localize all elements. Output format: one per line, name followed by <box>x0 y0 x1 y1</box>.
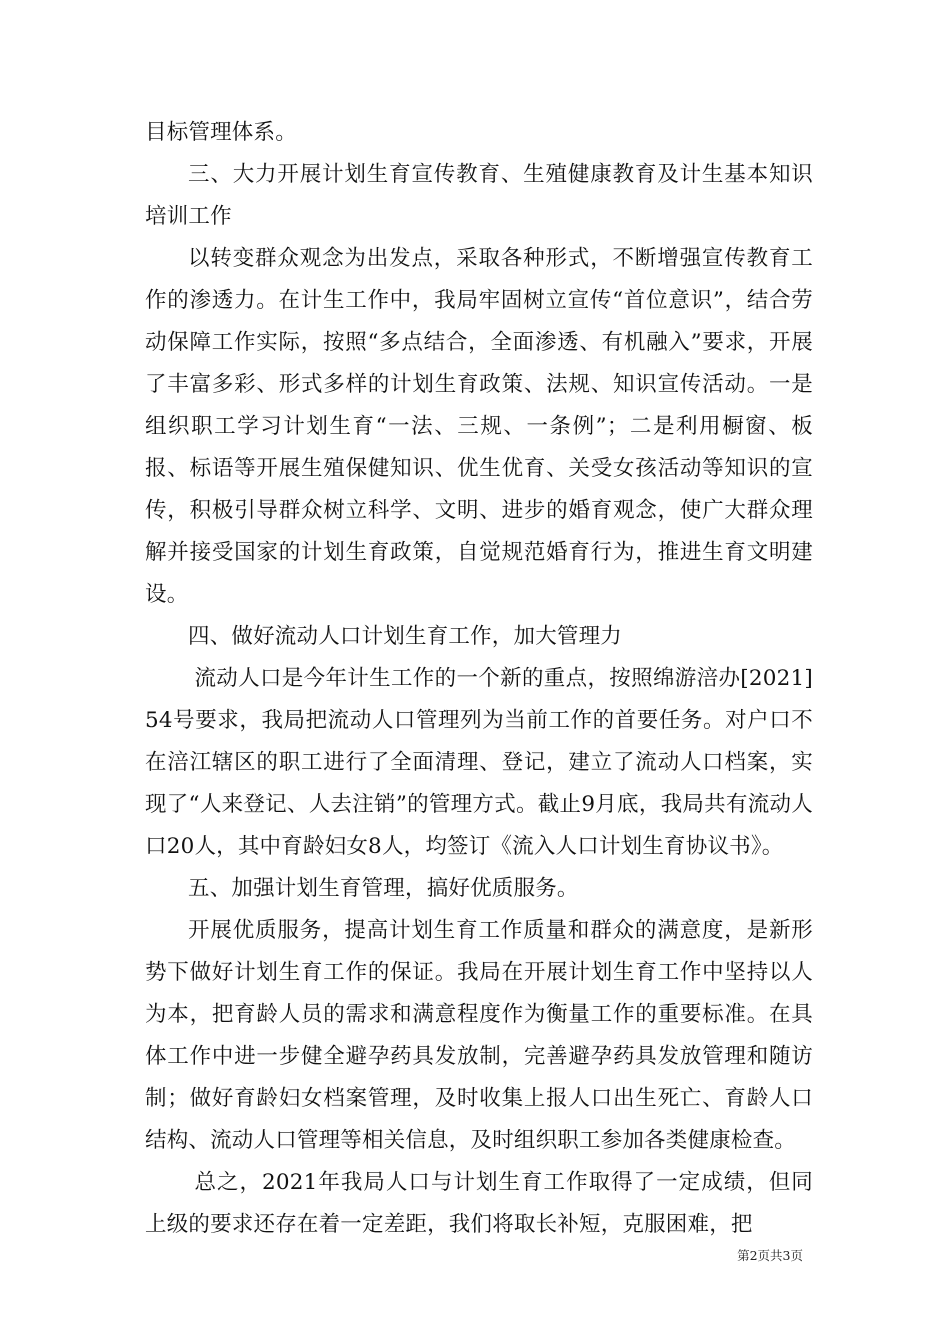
paragraph-quality-service: 开展优质服务，提高计划生育工作质量和群众的满意度，是新形势下做好计划生育工作的保证。我局在开展计划生育工作中坚持以人为本，把育龄人员的需求和满意程度作为衡量工作的重要标准。在具体工作中进一步健全避孕药具发放制，完善避孕药具发放管理和随访制；做好育龄妇女档案管理，及时收集上报人口出生死亡、育龄人口结构、流动人口管理等相关信息，及时组织职工参加各类健康检查。 <box>145 918 813 1153</box>
paragraph-summary: 总之，2021年我局人口与计划生育工作取得了一定成绩，但同上级的要求还存在着一定差距，我们将取长补短，克服困难，把 <box>145 1170 813 1237</box>
paragraph-floating-population: 流动人口是今年计生工作的一个新的重点，按照绵游涪办[2021]54号要求，我局把流动人口管理列为当前工作的首要任务。对户口不在涪江辖区的职工进行了全面清理、登记，建立了流动人口档案，实现了“人来登记、人去注销”的管理方式。截止9月底，我局共有流动人口20人，其中育龄妇女8人，均签订《流入人口计划生育协议书》。 <box>145 666 813 859</box>
paragraph-continuation: 目标管理体系。 <box>145 120 297 145</box>
document-body <box>145 112 813 1246</box>
section-heading-5: 五、加强计划生育管理，搞好优质服务。 <box>188 876 579 901</box>
section-heading-3: 三、大力开展计划生育宣传教育、生殖健康教育及计生基本知识培训工作 <box>145 162 813 229</box>
paragraph-publicity: 以转变群众观念为出发点，采取各种形式，不断增强宣传教育工作的渗透力。在计生工作中，我局牢固树立宣传“首位意识”，结合劳动保障工作实际，按照“多点结合，全面渗透、有机融入”要求，开展了丰富多彩、形式多样的计划生育政策、法规、知识宣传活动。一是组织职工学习计划生育“一法、三规、一条例”；二是利用橱窗、板报、标语等开展生殖保健知识、优生优育、关受女孩活动等知识的宣传，积极引导群众树立科学、文明、进步的婚育观念，使广大群众理解并接受国家的计划生育政策，自觉规范婚育行为，推进生育文明建设。 <box>145 246 813 607</box>
section-heading-4: 四、做好流动人口计划生育工作，加大管理力 <box>188 624 623 649</box>
page-number: 第2页共3页 <box>737 1248 803 1263</box>
